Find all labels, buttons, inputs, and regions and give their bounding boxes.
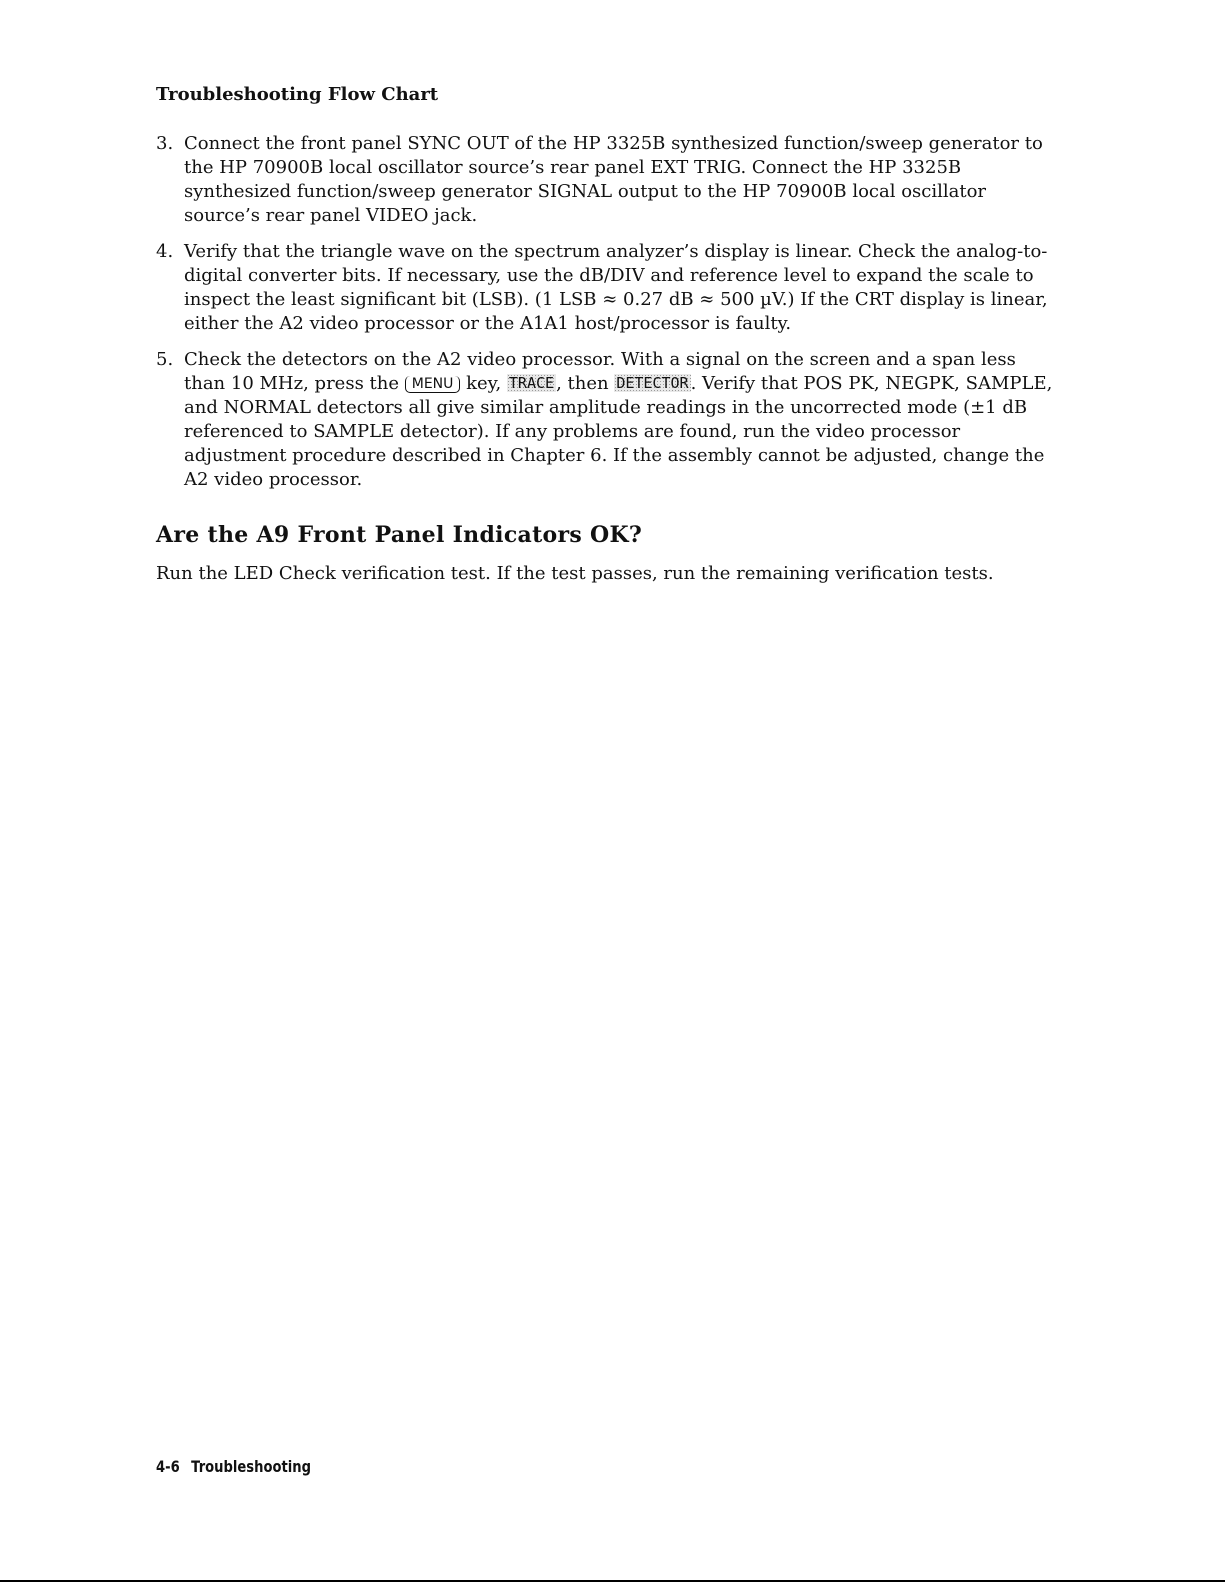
step-4 [156, 240, 1056, 336]
step-number: 5. [156, 349, 174, 370]
detector-softkey: DETECTOR [616, 374, 689, 392]
step-list [156, 132, 1056, 504]
step-text [184, 348, 1056, 492]
step-number: 4. [156, 241, 174, 262]
footer-chapter: Troubleshooting [191, 1457, 311, 1476]
page-footer [156, 1457, 322, 1476]
step-text-part: Check the detectors on the A2 video processor. With a signal on the screen and a span less than 10 MHz, press the [184, 349, 1016, 394]
step-3 [156, 132, 1056, 228]
step-5 [156, 348, 1056, 492]
section-heading: Troubleshooting Flow Chart [156, 84, 439, 105]
step-text: Verify that the triangle wave on the spectrum analyzer’s display is linear. Check the analog-to-digital converter bits. If necessary, use the dB/DIV and reference level to expand the scale to inspect the least significant bit (LSB). (1 LSB ≈ 0.27 dB ≈ 500 µV.) If the CRT display is linear, either the A2 video processor or the A1A1 host/processor is faulty. [184, 241, 1048, 334]
body-paragraph: Run the LED Check verification test. If the test passes, run the remaining verification tests. [156, 563, 994, 584]
step-number: 3. [156, 133, 174, 154]
step-text-part: key, [460, 373, 507, 394]
menu-hardkey: MENU [405, 376, 461, 393]
footer-page-number: 4-6 [156, 1457, 180, 1476]
step-text-part: , then [556, 373, 615, 394]
bottom-rule [0, 1580, 1225, 1582]
major-heading: Are the A9 Front Panel Indicators OK? [156, 522, 643, 548]
step-text-part: . Verify that POS PK, NEGPK, SAMPLE, and NORMAL detectors all give similar amplitude readings in the uncorrected mode (±1 dB referenced to SAMPLE detector). If any problems are found, run the video processor adjustment procedure described in Chapter 6. If the assembly cannot be adjusted, change the A2 video processor. [184, 373, 1053, 490]
trace-softkey: TRACE [508, 374, 555, 392]
step-text: Connect the front panel SYNC OUT of the HP 3325B synthesized function/sweep generator to the HP 70900B local oscillator source’s rear panel EXT TRIG. Connect the HP 3325B synthesized function/sweep generator SIGNAL output to the HP 70900B local oscillator source’s rear panel VIDEO jack. [184, 133, 1043, 226]
